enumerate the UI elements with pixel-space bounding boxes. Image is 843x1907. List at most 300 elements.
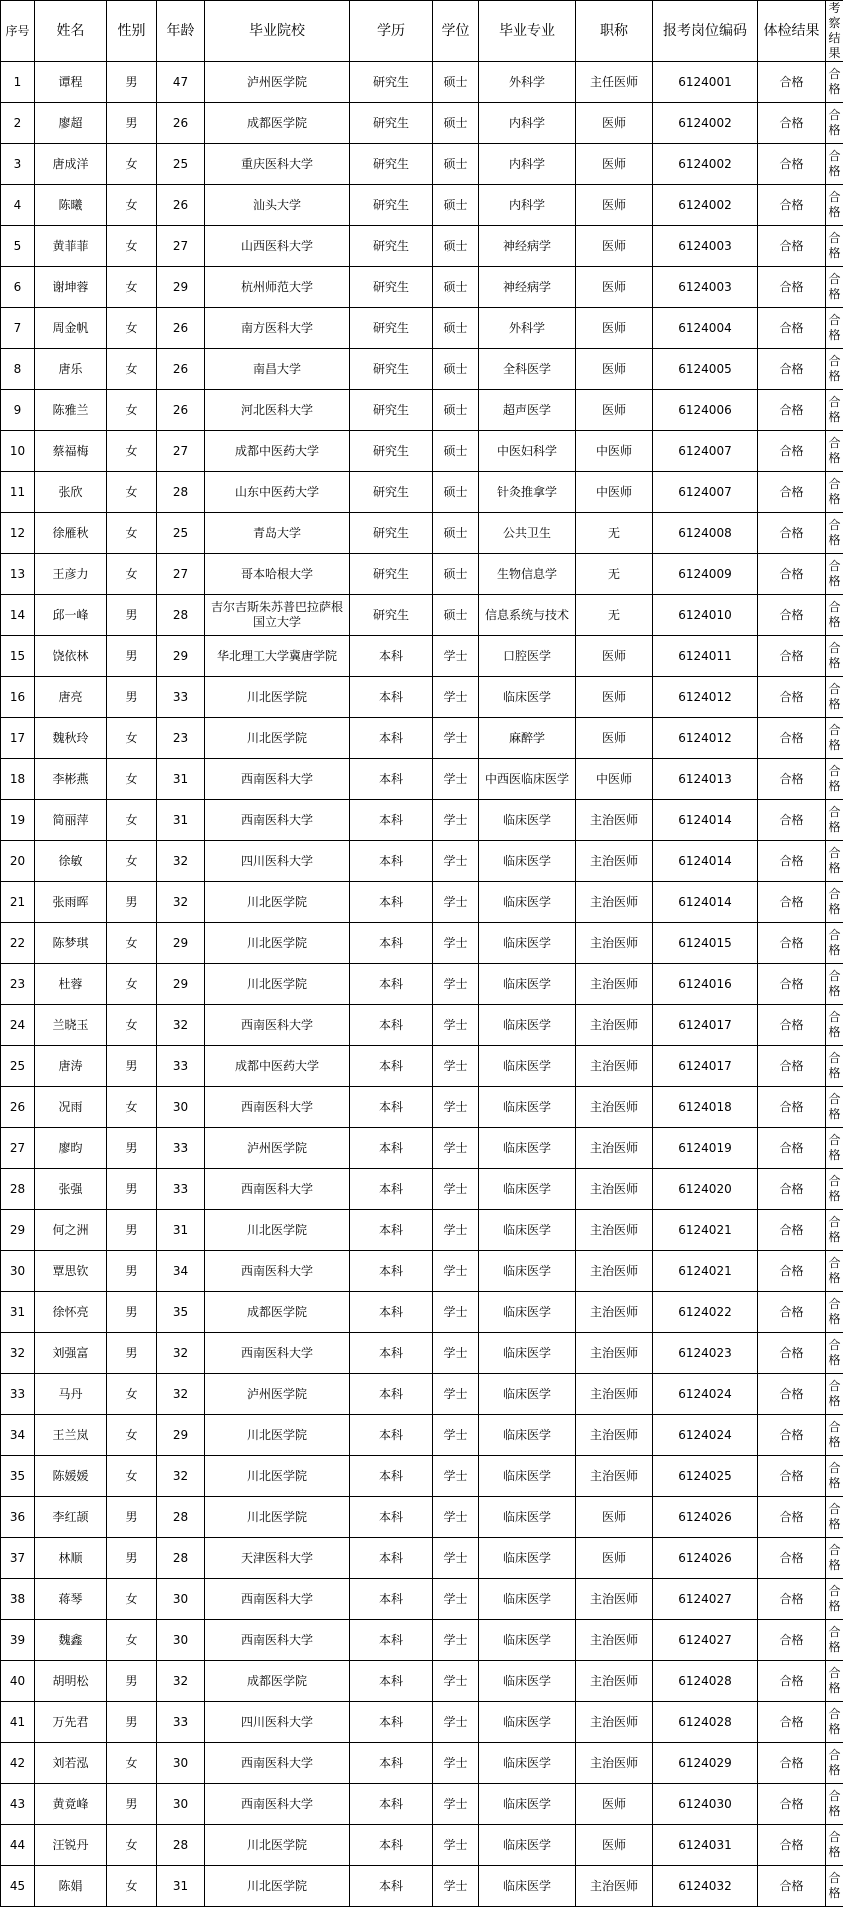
cell-medical-result: 合格: [758, 1620, 826, 1661]
cell-major: 临床医学: [479, 1333, 576, 1374]
cell-name: 周金帆: [35, 308, 107, 349]
cell-school: 南昌大学: [205, 349, 350, 390]
table-row: [1, 1087, 843, 1128]
cell-age: 26: [157, 103, 205, 144]
cell-index: 9: [1, 390, 35, 431]
cell-gender: 男: [107, 636, 157, 677]
cell-education: 本科: [350, 1784, 433, 1825]
cell-index: 6: [1, 267, 35, 308]
cell-medical-result: 合格: [758, 308, 826, 349]
cell-school: 川北医学院: [205, 882, 350, 923]
cell-education: 研究生: [350, 513, 433, 554]
cell-age: 34: [157, 1251, 205, 1292]
cell-title: 主治医师: [576, 800, 653, 841]
table-row: [1, 1866, 843, 1907]
cell-major: 内科学: [479, 185, 576, 226]
header-cell-age: 年龄: [157, 1, 205, 62]
cell-major: 公共卫生: [479, 513, 576, 554]
cell-index: 27: [1, 1128, 35, 1169]
cell-position-code: 6124016: [653, 964, 758, 1005]
cell-medical-result: 合格: [758, 1128, 826, 1169]
cell-medical-result: 合格: [758, 554, 826, 595]
cell-inspection-result: 合格: [826, 677, 843, 718]
table-row: [1, 554, 843, 595]
cell-school: 南方医科大学: [205, 308, 350, 349]
cell-index: 30: [1, 1251, 35, 1292]
header-cell-degree: 学位: [433, 1, 479, 62]
table-row: [1, 1210, 843, 1251]
cell-name: 王彦力: [35, 554, 107, 595]
cell-school: 西南医科大学: [205, 1333, 350, 1374]
cell-education: 本科: [350, 759, 433, 800]
cell-degree: 学士: [433, 759, 479, 800]
cell-title: 无: [576, 595, 653, 636]
cell-major: 中医妇科学: [479, 431, 576, 472]
cell-medical-result: 合格: [758, 1333, 826, 1374]
cell-position-code: 6124013: [653, 759, 758, 800]
cell-gender: 女: [107, 472, 157, 513]
table-row: [1, 1661, 843, 1702]
cell-name: 简丽萍: [35, 800, 107, 841]
cell-age: 29: [157, 636, 205, 677]
table-row: [1, 513, 843, 554]
cell-index: 32: [1, 1333, 35, 1374]
cell-inspection-result: 合格: [826, 1415, 843, 1456]
cell-age: 28: [157, 1538, 205, 1579]
cell-degree: 硕士: [433, 308, 479, 349]
cell-degree: 硕士: [433, 595, 479, 636]
cell-major: 临床医学: [479, 1579, 576, 1620]
cell-education: 本科: [350, 718, 433, 759]
table-row: [1, 1702, 843, 1743]
cell-medical-result: 合格: [758, 718, 826, 759]
table-row: [1, 1169, 843, 1210]
cell-inspection-result: 合格: [826, 1169, 843, 1210]
cell-age: 31: [157, 800, 205, 841]
cell-index: 15: [1, 636, 35, 677]
table-row: [1, 1825, 843, 1866]
cell-position-code: 6124023: [653, 1333, 758, 1374]
cell-major: 临床医学: [479, 1005, 576, 1046]
cell-position-code: 6124030: [653, 1784, 758, 1825]
cell-medical-result: 合格: [758, 513, 826, 554]
cell-age: 31: [157, 1210, 205, 1251]
cell-education: 本科: [350, 1005, 433, 1046]
cell-age: 35: [157, 1292, 205, 1333]
cell-education: 本科: [350, 882, 433, 923]
cell-gender: 男: [107, 1046, 157, 1087]
table-row: [1, 800, 843, 841]
cell-medical-result: 合格: [758, 1579, 826, 1620]
cell-education: 本科: [350, 1251, 433, 1292]
cell-title: 医师: [576, 267, 653, 308]
table-row: [1, 144, 843, 185]
cell-school: 成都医学院: [205, 1292, 350, 1333]
cell-index: 10: [1, 431, 35, 472]
cell-medical-result: 合格: [758, 882, 826, 923]
cell-gender: 男: [107, 1538, 157, 1579]
table-row: [1, 677, 843, 718]
cell-index: 44: [1, 1825, 35, 1866]
cell-education: 研究生: [350, 390, 433, 431]
cell-education: 研究生: [350, 267, 433, 308]
cell-school: 川北医学院: [205, 677, 350, 718]
cell-title: 医师: [576, 1538, 653, 1579]
cell-education: 本科: [350, 677, 433, 718]
header-cell-index: 序号: [1, 1, 35, 62]
cell-inspection-result: 合格: [826, 1128, 843, 1169]
cell-name: 万先君: [35, 1702, 107, 1743]
cell-age: 32: [157, 1456, 205, 1497]
cell-school: 成都医学院: [205, 1661, 350, 1702]
cell-inspection-result: 合格: [826, 226, 843, 267]
cell-position-code: 6124021: [653, 1251, 758, 1292]
cell-degree: 硕士: [433, 267, 479, 308]
cell-school: 川北医学院: [205, 1497, 350, 1538]
cell-education: 本科: [350, 1087, 433, 1128]
cell-age: 27: [157, 554, 205, 595]
cell-gender: 女: [107, 390, 157, 431]
cell-medical-result: 合格: [758, 1046, 826, 1087]
cell-inspection-result: 合格: [826, 882, 843, 923]
header-cell-education: 学历: [350, 1, 433, 62]
cell-medical-result: 合格: [758, 185, 826, 226]
cell-name: 廖昀: [35, 1128, 107, 1169]
cell-education: 本科: [350, 800, 433, 841]
cell-position-code: 6124007: [653, 472, 758, 513]
cell-degree: 学士: [433, 1169, 479, 1210]
cell-gender: 女: [107, 1087, 157, 1128]
cell-position-code: 6124018: [653, 1087, 758, 1128]
cell-age: 30: [157, 1620, 205, 1661]
cell-school: 泸州医学院: [205, 1128, 350, 1169]
cell-name: 马丹: [35, 1374, 107, 1415]
cell-title: 医师: [576, 636, 653, 677]
cell-medical-result: 合格: [758, 1743, 826, 1784]
cell-title: 主治医师: [576, 1620, 653, 1661]
cell-name: 刘强富: [35, 1333, 107, 1374]
cell-major: 中西医临床医学: [479, 759, 576, 800]
cell-position-code: 6124014: [653, 882, 758, 923]
cell-major: 全科医学: [479, 349, 576, 390]
cell-gender: 女: [107, 841, 157, 882]
cell-inspection-result: 合格: [826, 144, 843, 185]
cell-title: 医师: [576, 144, 653, 185]
cell-index: 7: [1, 308, 35, 349]
cell-degree: 学士: [433, 1251, 479, 1292]
cell-school: 四川医科大学: [205, 1702, 350, 1743]
cell-degree: 学士: [433, 1497, 479, 1538]
cell-position-code: 6124027: [653, 1579, 758, 1620]
cell-inspection-result: 合格: [826, 759, 843, 800]
cell-age: 30: [157, 1579, 205, 1620]
cell-position-code: 6124024: [653, 1415, 758, 1456]
cell-degree: 学士: [433, 1661, 479, 1702]
cell-index: 3: [1, 144, 35, 185]
table-row: [1, 1046, 843, 1087]
cell-gender: 女: [107, 554, 157, 595]
cell-gender: 女: [107, 1374, 157, 1415]
cell-medical-result: 合格: [758, 677, 826, 718]
cell-gender: 男: [107, 1169, 157, 1210]
cell-inspection-result: 合格: [826, 1456, 843, 1497]
header-cell-position-code: 报考岗位编码: [653, 1, 758, 62]
cell-inspection-result: 合格: [826, 1374, 843, 1415]
cell-medical-result: 合格: [758, 1251, 826, 1292]
cell-gender: 女: [107, 1866, 157, 1907]
cell-inspection-result: 合格: [826, 1579, 843, 1620]
cell-degree: 学士: [433, 923, 479, 964]
cell-major: 临床医学: [479, 1456, 576, 1497]
cell-education: 本科: [350, 1374, 433, 1415]
cell-name: 况雨: [35, 1087, 107, 1128]
cell-school: 川北医学院: [205, 964, 350, 1005]
cell-title: 主治医师: [576, 1743, 653, 1784]
cell-title: 无: [576, 513, 653, 554]
cell-education: 本科: [350, 1579, 433, 1620]
cell-school: 川北医学院: [205, 1415, 350, 1456]
cell-index: 24: [1, 1005, 35, 1046]
table-row: [1, 62, 843, 103]
cell-position-code: 6124002: [653, 103, 758, 144]
cell-degree: 学士: [433, 677, 479, 718]
cell-position-code: 6124026: [653, 1497, 758, 1538]
cell-school: 川北医学院: [205, 923, 350, 964]
cell-major: 临床医学: [479, 800, 576, 841]
cell-gender: 男: [107, 595, 157, 636]
cell-degree: 学士: [433, 1333, 479, 1374]
cell-degree: 学士: [433, 718, 479, 759]
cell-title: 医师: [576, 185, 653, 226]
cell-inspection-result: 合格: [826, 718, 843, 759]
cell-position-code: 6124020: [653, 1169, 758, 1210]
cell-gender: 女: [107, 923, 157, 964]
table-row: [1, 759, 843, 800]
cell-school: 川北医学院: [205, 1456, 350, 1497]
cell-index: 14: [1, 595, 35, 636]
cell-inspection-result: 合格: [826, 1005, 843, 1046]
cell-name: 蒋琴: [35, 1579, 107, 1620]
cell-gender: 男: [107, 1661, 157, 1702]
cell-gender: 女: [107, 431, 157, 472]
cell-name: 何之洲: [35, 1210, 107, 1251]
cell-inspection-result: 合格: [826, 1825, 843, 1866]
cell-age: 31: [157, 759, 205, 800]
cell-index: 13: [1, 554, 35, 595]
cell-gender: 女: [107, 1415, 157, 1456]
cell-inspection-result: 合格: [826, 472, 843, 513]
table-row: [1, 1333, 843, 1374]
cell-age: 28: [157, 1497, 205, 1538]
cell-gender: 女: [107, 1825, 157, 1866]
cell-school: 山西医科大学: [205, 226, 350, 267]
cell-gender: 男: [107, 1497, 157, 1538]
cell-name: 徐怀亮: [35, 1292, 107, 1333]
cell-name: 林顺: [35, 1538, 107, 1579]
cell-index: 37: [1, 1538, 35, 1579]
cell-education: 本科: [350, 1825, 433, 1866]
cell-title: 主治医师: [576, 1866, 653, 1907]
cell-major: 临床医学: [479, 1784, 576, 1825]
cell-major: 口腔医学: [479, 636, 576, 677]
cell-age: 28: [157, 1825, 205, 1866]
cell-education: 本科: [350, 1620, 433, 1661]
cell-title: 主治医师: [576, 1374, 653, 1415]
cell-title: 无: [576, 554, 653, 595]
cell-major: 临床医学: [479, 1292, 576, 1333]
cell-age: 30: [157, 1784, 205, 1825]
cell-gender: 女: [107, 144, 157, 185]
cell-age: 31: [157, 1866, 205, 1907]
cell-gender: 女: [107, 759, 157, 800]
cell-gender: 女: [107, 718, 157, 759]
cell-name: 张雨晖: [35, 882, 107, 923]
cell-position-code: 6124026: [653, 1538, 758, 1579]
cell-education: 本科: [350, 1743, 433, 1784]
cell-school: 河北医科大学: [205, 390, 350, 431]
cell-name: 张强: [35, 1169, 107, 1210]
cell-index: 35: [1, 1456, 35, 1497]
cell-major: 临床医学: [479, 1620, 576, 1661]
header-cell-gender: 性别: [107, 1, 157, 62]
cell-age: 33: [157, 1128, 205, 1169]
cell-inspection-result: 合格: [826, 1251, 843, 1292]
cell-index: 17: [1, 718, 35, 759]
cell-education: 本科: [350, 636, 433, 677]
cell-age: 26: [157, 185, 205, 226]
cell-name: 黄竟峰: [35, 1784, 107, 1825]
cell-gender: 女: [107, 1620, 157, 1661]
cell-position-code: 6124014: [653, 800, 758, 841]
cell-index: 1: [1, 62, 35, 103]
cell-degree: 学士: [433, 1128, 479, 1169]
cell-name: 谢坤蓉: [35, 267, 107, 308]
cell-gender: 男: [107, 1128, 157, 1169]
cell-education: 本科: [350, 1169, 433, 1210]
header-cell-name: 姓名: [35, 1, 107, 62]
cell-education: 研究生: [350, 431, 433, 472]
cell-medical-result: 合格: [758, 431, 826, 472]
cell-education: 本科: [350, 1333, 433, 1374]
cell-inspection-result: 合格: [826, 185, 843, 226]
cell-index: 21: [1, 882, 35, 923]
cell-medical-result: 合格: [758, 390, 826, 431]
cell-degree: 学士: [433, 800, 479, 841]
cell-degree: 学士: [433, 964, 479, 1005]
cell-inspection-result: 合格: [826, 554, 843, 595]
cell-index: 20: [1, 841, 35, 882]
cell-school: 川北医学院: [205, 1210, 350, 1251]
cell-education: 研究生: [350, 226, 433, 267]
cell-medical-result: 合格: [758, 923, 826, 964]
cell-name: 唐涛: [35, 1046, 107, 1087]
cell-degree: 硕士: [433, 390, 479, 431]
table-row: [1, 1415, 843, 1456]
table-row: [1, 1620, 843, 1661]
cell-medical-result: 合格: [758, 1497, 826, 1538]
cell-position-code: 6124006: [653, 390, 758, 431]
cell-medical-result: 合格: [758, 472, 826, 513]
cell-inspection-result: 合格: [826, 1497, 843, 1538]
cell-degree: 学士: [433, 1415, 479, 1456]
cell-gender: 女: [107, 226, 157, 267]
cell-position-code: 6124029: [653, 1743, 758, 1784]
cell-inspection-result: 合格: [826, 1046, 843, 1087]
cell-position-code: 6124017: [653, 1005, 758, 1046]
cell-school: 天津医科大学: [205, 1538, 350, 1579]
cell-inspection-result: 合格: [826, 1620, 843, 1661]
cell-gender: 女: [107, 1456, 157, 1497]
cell-inspection-result: 合格: [826, 267, 843, 308]
cell-medical-result: 合格: [758, 595, 826, 636]
cell-index: 19: [1, 800, 35, 841]
cell-gender: 女: [107, 513, 157, 554]
cell-inspection-result: 合格: [826, 1333, 843, 1374]
cell-title: 主治医师: [576, 1128, 653, 1169]
cell-medical-result: 合格: [758, 267, 826, 308]
cell-position-code: 6124009: [653, 554, 758, 595]
cell-degree: 学士: [433, 1046, 479, 1087]
cell-degree: 硕士: [433, 103, 479, 144]
cell-school: 青岛大学: [205, 513, 350, 554]
table-row: [1, 308, 843, 349]
cell-major: 临床医学: [479, 1251, 576, 1292]
cell-title: 主治医师: [576, 1456, 653, 1497]
cell-name: 汪锐丹: [35, 1825, 107, 1866]
cell-school: 西南医科大学: [205, 1579, 350, 1620]
cell-major: 临床医学: [479, 1497, 576, 1538]
cell-major: 临床医学: [479, 1866, 576, 1907]
cell-major: 临床医学: [479, 677, 576, 718]
cell-education: 本科: [350, 1456, 433, 1497]
table-row: [1, 1005, 843, 1046]
cell-index: 36: [1, 1497, 35, 1538]
cell-education: 研究生: [350, 185, 433, 226]
cell-age: 33: [157, 1702, 205, 1743]
cell-name: 唐乐: [35, 349, 107, 390]
cell-school: 成都中医药大学: [205, 1046, 350, 1087]
cell-title: 主治医师: [576, 923, 653, 964]
cell-inspection-result: 合格: [826, 1866, 843, 1907]
cell-degree: 硕士: [433, 226, 479, 267]
cell-school: 西南医科大学: [205, 1169, 350, 1210]
cell-major: 临床医学: [479, 1087, 576, 1128]
cell-inspection-result: 合格: [826, 800, 843, 841]
cell-name: 陈曦: [35, 185, 107, 226]
cell-name: 蔡福梅: [35, 431, 107, 472]
cell-position-code: 6124003: [653, 226, 758, 267]
cell-title: 主治医师: [576, 1415, 653, 1456]
cell-inspection-result: 合格: [826, 390, 843, 431]
cell-inspection-result: 合格: [826, 1702, 843, 1743]
cell-index: 28: [1, 1169, 35, 1210]
cell-major: 外科学: [479, 62, 576, 103]
cell-position-code: 6124008: [653, 513, 758, 554]
cell-gender: 男: [107, 1784, 157, 1825]
cell-position-code: 6124024: [653, 1374, 758, 1415]
cell-inspection-result: 合格: [826, 1292, 843, 1333]
table-row: [1, 595, 843, 636]
cell-medical-result: 合格: [758, 1292, 826, 1333]
cell-school: 西南医科大学: [205, 1087, 350, 1128]
cell-degree: 学士: [433, 1374, 479, 1415]
table-row: [1, 103, 843, 144]
cell-school: 西南医科大学: [205, 759, 350, 800]
cell-gender: 女: [107, 800, 157, 841]
cell-medical-result: 合格: [758, 226, 826, 267]
cell-age: 32: [157, 1333, 205, 1374]
cell-name: 刘若泓: [35, 1743, 107, 1784]
